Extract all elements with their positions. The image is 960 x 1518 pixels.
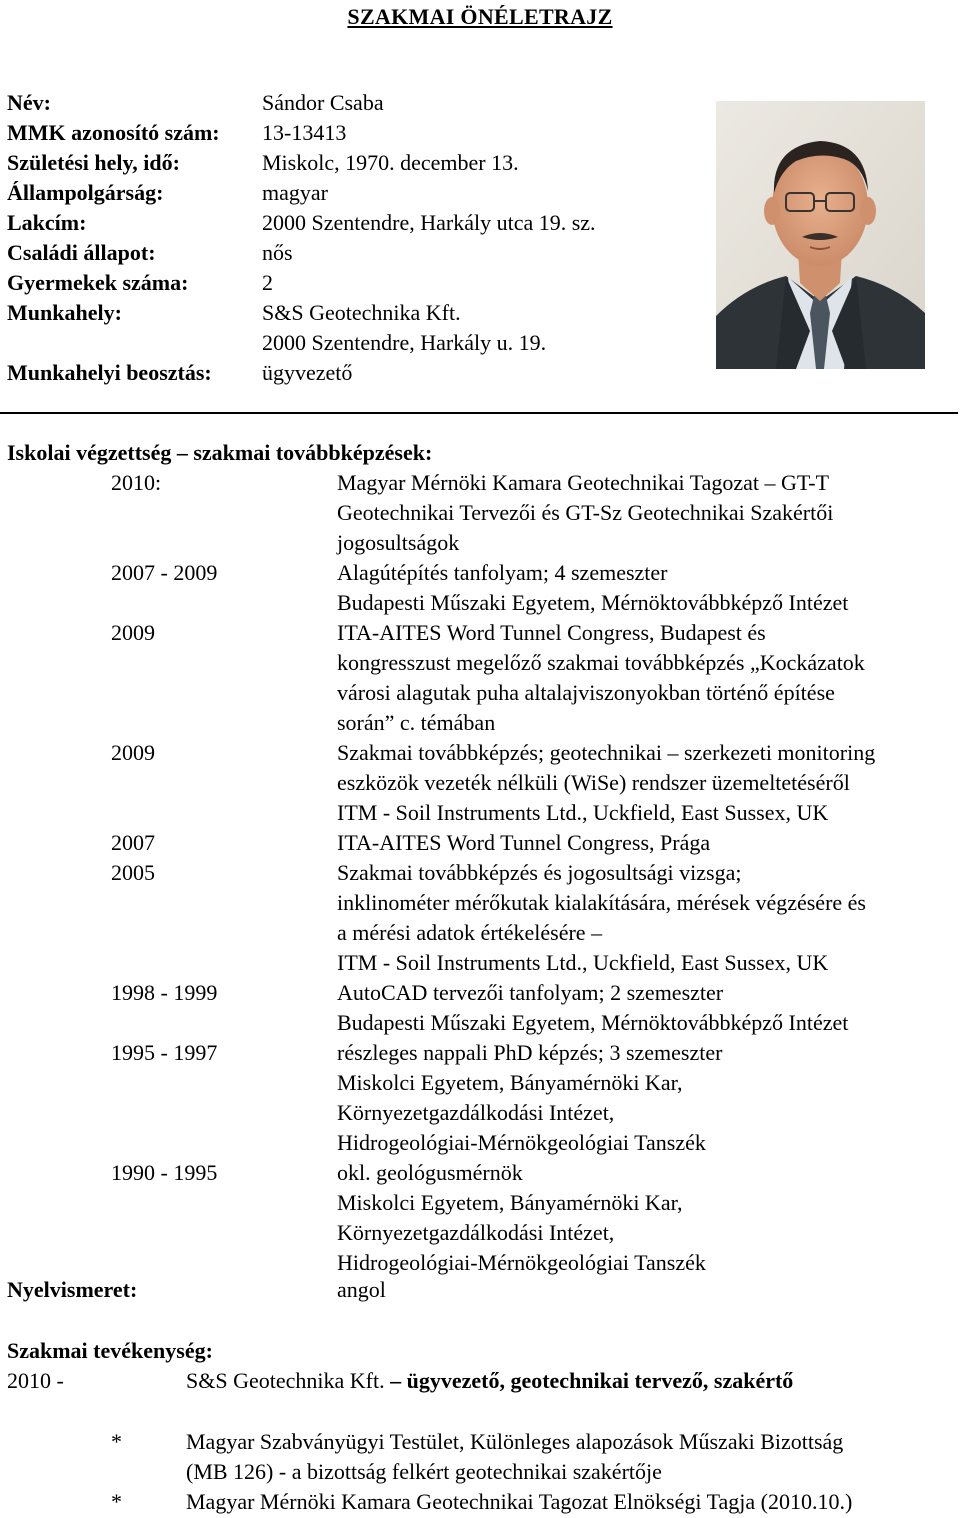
education-entry bbox=[0, 858, 960, 978]
education-line: Budapesti Műszaki Egyetem, Mérnöktovábbképző Intézet bbox=[337, 1010, 849, 1035]
personal-row bbox=[7, 238, 707, 268]
education-year: 1995 - 1997 bbox=[111, 1040, 218, 1065]
professional-role: ügyvezető, geotechnikai tervező, szakértő bbox=[406, 1368, 794, 1393]
education-year: 1998 - 1999 bbox=[111, 980, 218, 1005]
education-line: Budapesti Műszaki Egyetem, Mérnöktovábbképző Intézet bbox=[337, 590, 849, 615]
bullet-mark: * bbox=[111, 1429, 122, 1454]
personal-value: 2000 Szentendre, Harkály utca 19. sz. bbox=[262, 210, 596, 235]
education-line: eszközök vezeték nélküli (WiSe) rendszer üzemeltetéséről bbox=[337, 770, 850, 795]
education-year: 2009 bbox=[111, 740, 155, 765]
personal-value: nős bbox=[262, 240, 293, 265]
education-entry bbox=[0, 828, 960, 858]
personal-value: 2000 Szentendre, Harkály u. 19. bbox=[262, 330, 547, 355]
education-heading: Iskolai végzettség – szakmai továbbképzések: bbox=[7, 440, 433, 465]
education-line: AutoCAD tervezői tanfolyam; 2 szemeszter bbox=[337, 980, 724, 1005]
professional-entry bbox=[7, 1366, 957, 1396]
professional-heading: Szakmai tevékenység: bbox=[7, 1338, 213, 1363]
education-year: 2005 bbox=[111, 860, 155, 885]
personal-row bbox=[7, 298, 707, 328]
personal-row bbox=[7, 268, 707, 298]
personal-row bbox=[7, 88, 707, 118]
education-line: Környezetgazdálkodási Intézet, bbox=[337, 1220, 615, 1245]
education-line: kongresszust megelőző szakmai továbbképzés „Kockázatok bbox=[337, 650, 865, 675]
education-list bbox=[0, 468, 960, 1278]
education-year: 2009 bbox=[111, 620, 155, 645]
portrait-photo bbox=[716, 101, 925, 369]
personal-label: Lakcím: bbox=[7, 210, 87, 235]
personal-label: Munkahelyi beosztás: bbox=[7, 360, 212, 385]
education-line: okl. geológusmérnök bbox=[337, 1160, 523, 1185]
education-line: jogosultságok bbox=[337, 530, 460, 555]
personal-row bbox=[7, 208, 707, 238]
bullet-line: Magyar Szabványügyi Testület, Különleges alapozások Műszaki Bizottság bbox=[186, 1429, 844, 1454]
education-line: a mérési adatok értékelésére – bbox=[337, 920, 603, 945]
education-entry bbox=[0, 1038, 960, 1158]
language-row bbox=[7, 1275, 907, 1305]
education-entry bbox=[0, 558, 960, 618]
education-line: inklinométer mérőkutak kialakítására, mérések végzésére és bbox=[337, 890, 866, 915]
education-line: Hidrogeológiai-Mérnökgeológiai Tanszék bbox=[337, 1130, 706, 1155]
bullet-item bbox=[0, 1487, 960, 1517]
education-entry bbox=[0, 978, 960, 1038]
professional-dash: – bbox=[384, 1368, 407, 1393]
education-entry bbox=[0, 468, 960, 558]
professional-detail bbox=[186, 1366, 793, 1396]
personal-value: S&S Geotechnika Kft. bbox=[262, 300, 461, 325]
professional-company: S&S Geotechnika Kft. bbox=[186, 1368, 385, 1393]
section-divider bbox=[0, 412, 958, 414]
portrait-image bbox=[716, 101, 925, 369]
education-year: 2007 bbox=[111, 830, 155, 855]
education-line: ITM - Soil Instruments Ltd., Uckfield, East Sussex, UK bbox=[337, 950, 829, 975]
education-line: Geotechnikai Tervezői és GT-Sz Geotechnikai Szakértői bbox=[337, 500, 834, 525]
personal-row bbox=[7, 118, 707, 148]
personal-label: MMK azonosító szám: bbox=[7, 120, 220, 145]
education-line: ITA-AITES Word Tunnel Congress, Prága bbox=[337, 830, 711, 855]
page-title bbox=[0, 2, 960, 32]
personal-row bbox=[7, 148, 707, 178]
education-entry bbox=[0, 1158, 960, 1278]
education-line: Miskolci Egyetem, Bányamérnöki Kar, bbox=[337, 1070, 683, 1095]
bullet-line: (MB 126) - a bizottság felkért geotechnikai szakértője bbox=[186, 1459, 662, 1484]
personal-label: Születési hely, idő: bbox=[7, 150, 180, 175]
education-line: Környezetgazdálkodási Intézet, bbox=[337, 1100, 615, 1125]
education-line: részleges nappali PhD képzés; 3 szemeszter bbox=[337, 1040, 723, 1065]
professional-bullets bbox=[0, 1427, 960, 1517]
education-line: során” c. témában bbox=[337, 710, 496, 735]
education-line: ITM - Soil Instruments Ltd., Uckfield, East Sussex, UK bbox=[337, 800, 829, 825]
personal-label: Gyermekek száma: bbox=[7, 270, 189, 295]
language-label: Nyelvismeret: bbox=[7, 1277, 138, 1302]
language-value: angol bbox=[337, 1277, 386, 1302]
personal-row bbox=[7, 178, 707, 208]
personal-value: 13-13413 bbox=[262, 120, 347, 145]
bullet-item bbox=[0, 1427, 960, 1487]
personal-label: Munkahely: bbox=[7, 300, 122, 325]
professional-year: 2010 - bbox=[7, 1368, 64, 1393]
personal-label: Állampolgárság: bbox=[7, 180, 164, 205]
personal-label: Családi állapot: bbox=[7, 240, 156, 265]
education-line: Szakmai továbbképzés és jogosultsági vizsga; bbox=[337, 860, 742, 885]
education-year: 2007 - 2009 bbox=[111, 560, 218, 585]
education-entry bbox=[0, 618, 960, 738]
education-line: Hidrogeológiai-Mérnökgeológiai Tanszék bbox=[337, 1250, 706, 1275]
education-line: Alagútépítés tanfolyam; 4 szemeszter bbox=[337, 560, 668, 585]
personal-value: ügyvezető bbox=[262, 360, 353, 385]
bullet-mark: * bbox=[111, 1489, 122, 1514]
personal-row bbox=[7, 328, 707, 358]
personal-value: Miskolc, 1970. december 13. bbox=[262, 150, 519, 175]
personal-info bbox=[7, 88, 707, 388]
education-year: 1990 - 1995 bbox=[111, 1160, 218, 1185]
education-entry bbox=[0, 738, 960, 828]
education-line: városi alagutak puha altalajviszonyokban történő építése bbox=[337, 680, 835, 705]
education-year: 2010: bbox=[111, 470, 162, 495]
personal-value: Sándor Csaba bbox=[262, 90, 384, 115]
personal-value: magyar bbox=[262, 180, 328, 205]
personal-value: 2 bbox=[262, 270, 273, 295]
bullet-line: Magyar Mérnöki Kamara Geotechnikai Tagozat Elnökségi Tagja (2010.10.) bbox=[186, 1489, 853, 1514]
education-line: Miskolci Egyetem, Bányamérnöki Kar, bbox=[337, 1190, 683, 1215]
education-line: Magyar Mérnöki Kamara Geotechnikai Tagozat – GT-T bbox=[337, 470, 830, 495]
education-line: ITA-AITES Word Tunnel Congress, Budapest és bbox=[337, 620, 766, 645]
page-title-text: SZAKMAI ÖNÉLETRAJZ bbox=[347, 4, 613, 29]
education-line: Szakmai továbbképzés; geotechnikai – szerkezeti monitoring bbox=[337, 740, 876, 765]
personal-row bbox=[7, 358, 707, 388]
personal-label: Név: bbox=[7, 90, 51, 115]
